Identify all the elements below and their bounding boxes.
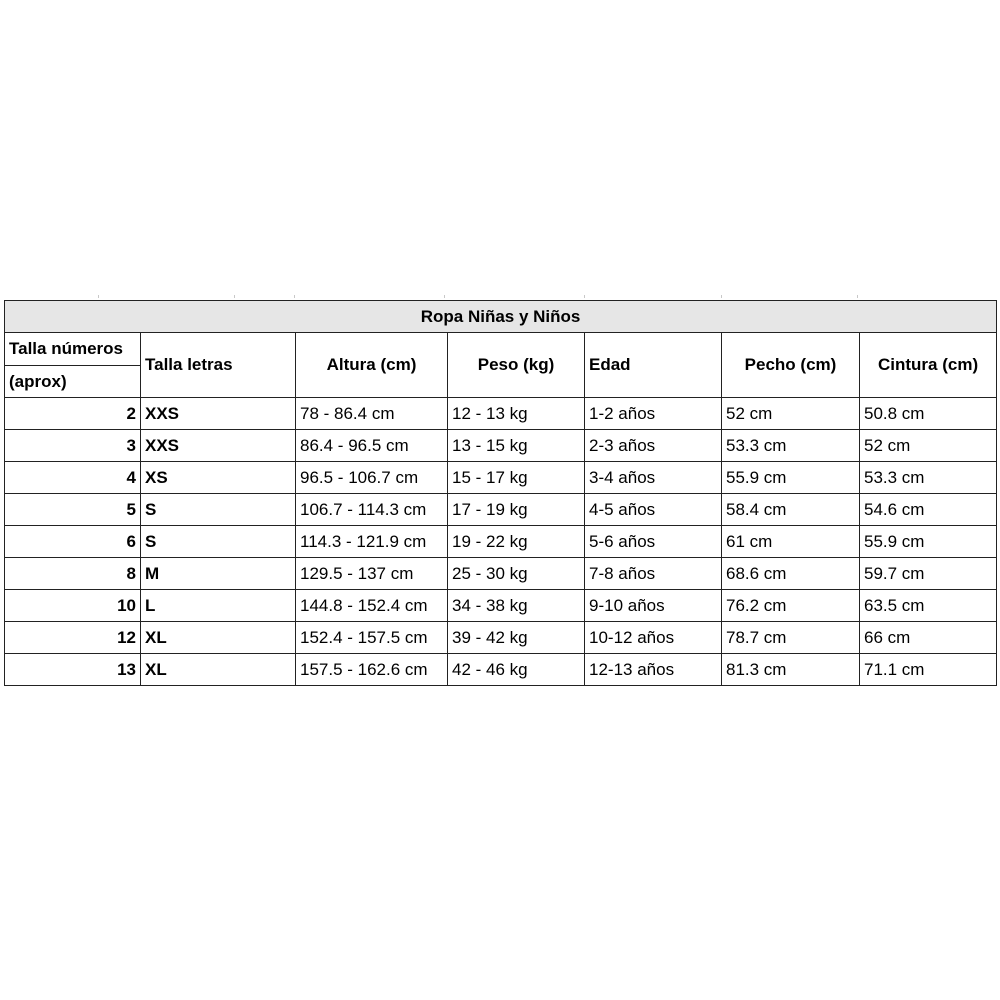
cell-pecho: 58.4 cm xyxy=(722,494,860,526)
cell-altura: 114.3 - 121.9 cm xyxy=(296,526,448,558)
cell-edad: 4-5 años xyxy=(585,494,722,526)
header-talla-numeros-line1: Talla números xyxy=(5,333,140,366)
cell-altura: 152.4 - 157.5 cm xyxy=(296,622,448,654)
cell-pecho: 68.6 cm xyxy=(722,558,860,590)
table-row xyxy=(5,590,997,622)
table-row xyxy=(5,398,997,430)
cell-cintura: 63.5 cm xyxy=(860,590,997,622)
header-talla-numeros-line2: (aprox) xyxy=(9,372,67,391)
table-row xyxy=(5,462,997,494)
cell-pecho: 55.9 cm xyxy=(722,462,860,494)
cell-talla-numeros: 3 xyxy=(5,430,141,462)
table-row xyxy=(5,654,997,686)
cell-pecho: 78.7 cm xyxy=(722,622,860,654)
table-row xyxy=(5,494,997,526)
cell-talla-letras: XS xyxy=(141,462,296,494)
table-row xyxy=(5,622,997,654)
cell-pecho: 61 cm xyxy=(722,526,860,558)
cell-cintura: 55.9 cm xyxy=(860,526,997,558)
cell-talla-letras: XL xyxy=(141,654,296,686)
cell-talla-numeros: 4 xyxy=(5,462,141,494)
cell-cintura: 59.7 cm xyxy=(860,558,997,590)
cell-peso: 15 - 17 kg xyxy=(448,462,585,494)
cell-peso: 19 - 22 kg xyxy=(448,526,585,558)
size-table xyxy=(4,300,997,686)
cell-peso: 39 - 42 kg xyxy=(448,622,585,654)
cell-talla-numeros: 10 xyxy=(5,590,141,622)
cell-edad: 2-3 años xyxy=(585,430,722,462)
cell-pecho: 53.3 cm xyxy=(722,430,860,462)
cell-altura: 157.5 - 162.6 cm xyxy=(296,654,448,686)
cell-pecho: 81.3 cm xyxy=(722,654,860,686)
cell-peso: 17 - 19 kg xyxy=(448,494,585,526)
cell-talla-letras: L xyxy=(141,590,296,622)
cell-pecho: 52 cm xyxy=(722,398,860,430)
cell-edad: 5-6 años xyxy=(585,526,722,558)
cell-altura: 144.8 - 152.4 cm xyxy=(296,590,448,622)
cell-talla-numeros: 12 xyxy=(5,622,141,654)
cell-peso: 34 - 38 kg xyxy=(448,590,585,622)
cell-peso: 42 - 46 kg xyxy=(448,654,585,686)
cell-talla-letras: S xyxy=(141,494,296,526)
table-title: Ropa Niñas y Niños xyxy=(5,301,997,333)
cell-talla-numeros: 6 xyxy=(5,526,141,558)
table-row xyxy=(5,558,997,590)
cell-cintura: 53.3 cm xyxy=(860,462,997,494)
cell-altura: 78 - 86.4 cm xyxy=(296,398,448,430)
size-chart xyxy=(4,300,996,686)
cell-talla-letras: M xyxy=(141,558,296,590)
cell-edad: 9-10 años xyxy=(585,590,722,622)
cell-cintura: 50.8 cm xyxy=(860,398,997,430)
cell-peso: 25 - 30 kg xyxy=(448,558,585,590)
header-talla-numeros xyxy=(5,333,141,398)
cell-edad: 1-2 años xyxy=(585,398,722,430)
cell-altura: 86.4 - 96.5 cm xyxy=(296,430,448,462)
cell-talla-letras: XL xyxy=(141,622,296,654)
header-talla-letras: Talla letras xyxy=(141,333,296,398)
cell-altura: 129.5 - 137 cm xyxy=(296,558,448,590)
cell-cintura: 71.1 cm xyxy=(860,654,997,686)
cell-edad: 7-8 años xyxy=(585,558,722,590)
cell-altura: 96.5 - 106.7 cm xyxy=(296,462,448,494)
cell-peso: 12 - 13 kg xyxy=(448,398,585,430)
cell-talla-letras: S xyxy=(141,526,296,558)
cell-talla-numeros: 2 xyxy=(5,398,141,430)
cell-pecho: 76.2 cm xyxy=(722,590,860,622)
cell-altura: 106.7 - 114.3 cm xyxy=(296,494,448,526)
header-edad: Edad xyxy=(585,333,722,398)
header-altura: Altura (cm) xyxy=(296,333,448,398)
spreadsheet-grid-marks xyxy=(4,295,996,300)
cell-edad: 12-13 años xyxy=(585,654,722,686)
header-pecho: Pecho (cm) xyxy=(722,333,860,398)
cell-cintura: 52 cm xyxy=(860,430,997,462)
cell-edad: 3-4 años xyxy=(585,462,722,494)
cell-edad: 10-12 años xyxy=(585,622,722,654)
cell-cintura: 54.6 cm xyxy=(860,494,997,526)
header-cintura: Cintura (cm) xyxy=(860,333,997,398)
cell-peso: 13 - 15 kg xyxy=(448,430,585,462)
cell-cintura: 66 cm xyxy=(860,622,997,654)
cell-talla-numeros: 13 xyxy=(5,654,141,686)
cell-talla-numeros: 5 xyxy=(5,494,141,526)
cell-talla-letras: XXS xyxy=(141,430,296,462)
cell-talla-letras: XXS xyxy=(141,398,296,430)
cell-talla-numeros: 8 xyxy=(5,558,141,590)
header-peso: Peso (kg) xyxy=(448,333,585,398)
table-row xyxy=(5,526,997,558)
table-row xyxy=(5,430,997,462)
